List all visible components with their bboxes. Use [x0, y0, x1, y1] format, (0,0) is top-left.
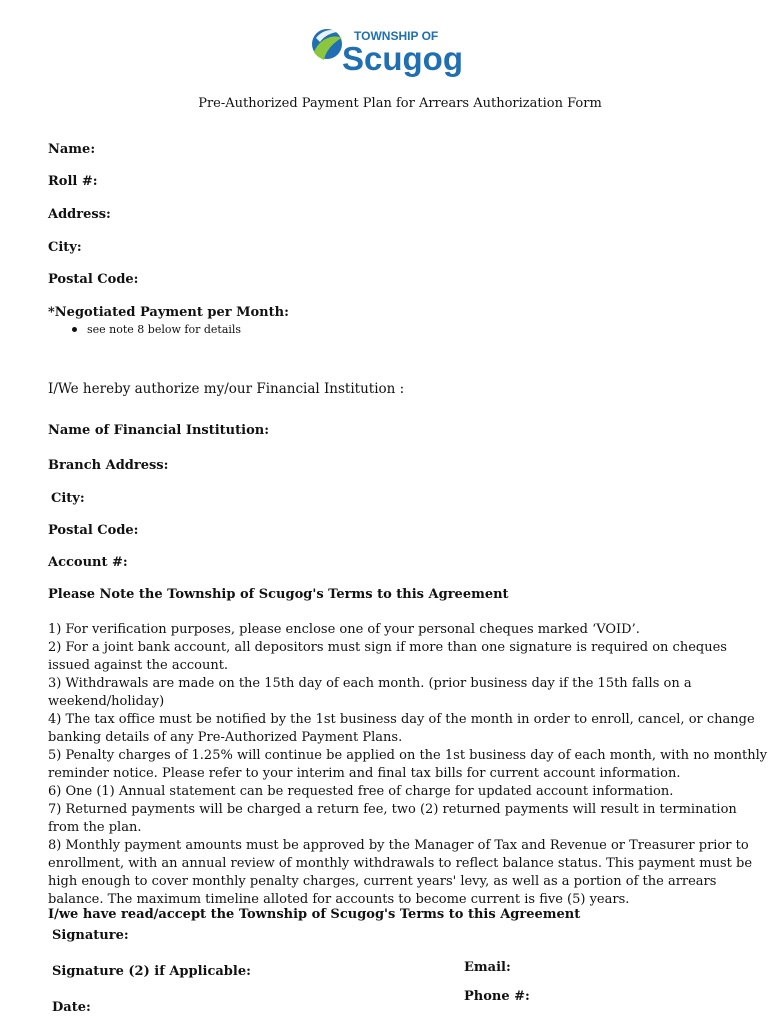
date-label: Date: [52, 1000, 91, 1015]
payment-label: *Negotiated Payment per Month: [48, 305, 289, 320]
city-label: City: [48, 240, 82, 255]
payment-note-text: see note 8 below for details [87, 323, 242, 336]
name-label: Name: [48, 142, 96, 157]
account-label: Account #: [48, 555, 128, 570]
term-item: 2) For a joint bank account, all depositors must sign if more than one signature is required on cheques issued against the account. [48, 640, 727, 673]
bullet-icon [72, 327, 77, 332]
payment-note [72, 323, 241, 336]
bank-postal-code-label: Postal Code: [48, 523, 139, 538]
signature-label: Signature: [52, 928, 129, 943]
form-title: Pre-Authorized Payment Plan for Arrears Authorization Form [198, 96, 602, 111]
term-item: 7) Returned payments will be charged a return fee, two (2) returned payments will result in termination from the plan. [48, 802, 737, 835]
terms-list [48, 621, 768, 909]
signature2-label: Signature (2) if Applicable: [52, 964, 251, 979]
term-item: 6) One (1) Annual statement can be requested free of charge for updated account information. [48, 784, 674, 799]
township-logo [306, 20, 466, 80]
bank-city-label: City: [51, 491, 85, 506]
terms-heading: Please Note the Township of Scugog's Terms to this Agreement [48, 587, 509, 602]
term-item: 3) Withdrawals are made on the 15th day of each month. (prior business day if the 15th falls on a weekend/holiday) [48, 676, 692, 709]
institution-label: Name of Financial Institution: [48, 423, 269, 438]
logo-line2: Scugog [342, 40, 463, 77]
term-item: 8) Monthly payment amounts must be approved by the Manager of Tax and Revenue or Treasurer prior to enrollment, with an annual review of monthly withdrawals to reflect balance status. This payment must be high enough to cover monthly penalty charges, current years' levy, as well as a portion of the arrears balance. The maximum timeline alloted for accounts to become current is five (5) years. [48, 838, 753, 907]
logo-line1: TOWNSHIP OF [354, 29, 439, 43]
roll-label: Roll #: [48, 174, 98, 189]
term-item: 5) Penalty charges of 1.25% will continue be applied on the 1st business day of each month, with no monthly reminder notice. Please refer to your interim and final tax bills for current account information. [48, 748, 768, 781]
phone-label: Phone #: [464, 989, 530, 1004]
address-label: Address: [48, 207, 111, 222]
accept-statement: I/we have read/accept the Township of Scugog's Terms to this Agreement [48, 907, 581, 922]
authorize-statement: I/We hereby authorize my/our Financial Institution : [48, 381, 405, 397]
term-item: 1) For verification purposes, please enclose one of your personal cheques marked ‘VOID’. [48, 622, 640, 637]
branch-address-label: Branch Address: [48, 458, 169, 473]
email-label: Email: [464, 960, 511, 975]
term-item: 4) The tax office must be notified by the 1st business day of the month in order to enroll, cancel, or change banking details of any Pre-Authorized Payment Plans. [48, 712, 755, 745]
postal-code-label: Postal Code: [48, 272, 139, 287]
